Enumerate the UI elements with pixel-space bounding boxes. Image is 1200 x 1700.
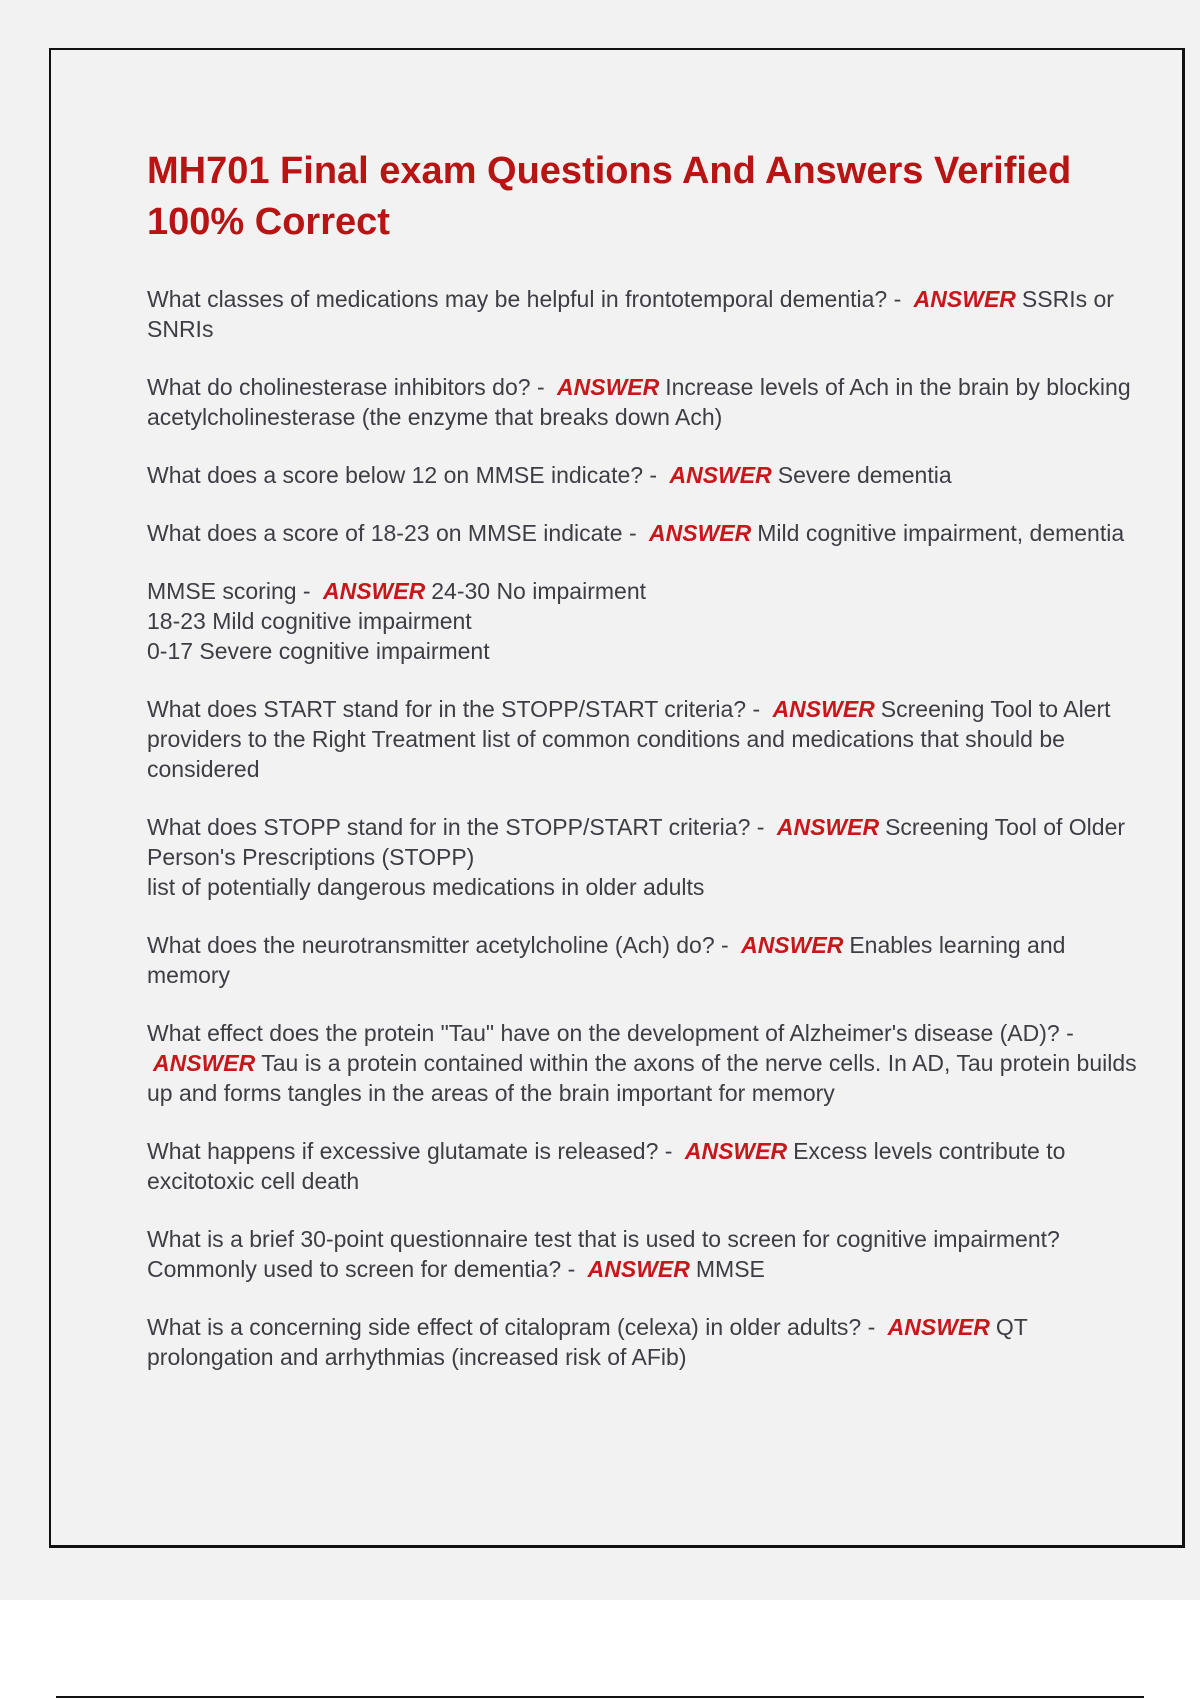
answer-label: ANSWER — [776, 814, 880, 840]
document-title: MH701 Final exam Questions And Answers Verified 100% Correct — [147, 150, 1072, 243]
answer-label: ANSWER — [913, 286, 1016, 312]
answer-label: ANSWER — [153, 1050, 256, 1076]
qa-item — [147, 1136, 1137, 1196]
answer-label: ANSWER — [557, 374, 660, 400]
answer-label: ANSWER — [887, 1314, 990, 1340]
answer-text: Screening Tool of Older Person's Prescriptions (STOPP) list of potentially dangerous medications in older adults — [147, 814, 1126, 900]
question-text: What does START stand for in the STOPP/START criteria? — [147, 696, 747, 722]
qa-item — [147, 1312, 1137, 1372]
question-text: What do cholinesterase inhibitors do? — [147, 374, 531, 400]
question-text: What is a concerning side effect of citalopram (celexa) in older adults? — [147, 1314, 862, 1340]
question-text: What does a score of 18-23 on MMSE indicate — [147, 520, 623, 546]
question-text: What classes of medications may be helpful in frontotemporal dementia? — [147, 286, 888, 312]
qa-item — [147, 460, 1137, 490]
qa-item — [147, 812, 1137, 902]
qa-item — [147, 694, 1137, 784]
qa-item — [147, 1018, 1137, 1108]
question-text: What does STOPP stand for in the STOPP/START criteria? — [147, 814, 751, 840]
answer-label: ANSWER — [669, 462, 772, 488]
answer-label: ANSWER — [684, 1138, 788, 1164]
separator: - — [530, 374, 552, 400]
question-text: What does a score below 12 on MMSE indicate? — [147, 462, 644, 488]
question-text: What does the neurotransmitter acetylcholine (Ach) do? — [147, 932, 715, 958]
separator: - — [296, 578, 317, 604]
qa-item — [147, 284, 1137, 344]
qa-item — [147, 518, 1137, 548]
separator: - — [714, 932, 736, 958]
separator: - — [658, 1138, 679, 1164]
document-content — [147, 146, 1137, 1400]
answer-text: SSRIs or SNRIs — [147, 286, 1114, 342]
answer-label: ANSWER — [741, 932, 844, 958]
answer-label: ANSWER — [587, 1256, 690, 1282]
answer-text: 24-30 No impairment 18-23 Mild cognitive impairment 0-17 Severe cognitive impairment — [147, 578, 646, 664]
question-text: What happens if excessive glutamate is released? — [147, 1138, 659, 1164]
question-text: What effect does the protein "Tau" have on the development of Alzheimer's disease (AD)? — [147, 1020, 1060, 1046]
answer-label: ANSWER — [649, 520, 752, 546]
qa-item — [147, 576, 1137, 666]
separator: - — [622, 520, 644, 546]
answer-label: ANSWER — [772, 696, 875, 722]
separator: - — [1059, 1020, 1074, 1046]
document-frame — [49, 48, 1185, 1548]
answer-label: ANSWER — [323, 578, 426, 604]
question-text: MMSE scoring — [147, 578, 297, 604]
separator: - — [750, 814, 771, 840]
answer-text: MMSE — [695, 1256, 765, 1282]
answer-text: Enables learning and memory — [147, 932, 1066, 988]
answer-text: Excess levels contribute to excitotoxic cell death — [147, 1138, 1066, 1194]
separator: - — [643, 462, 664, 488]
answer-text: Mild cognitive impairment, dementia — [757, 520, 1125, 546]
answer-text: Screening Tool to Alert providers to the Right Treatment list of common conditions and medications that should be considered — [147, 696, 1111, 782]
qa-item — [147, 1224, 1137, 1284]
separator: - — [561, 1256, 582, 1282]
answer-text: Tau is a protein contained within the axons of the nerve cells. In AD, Tau protein builds up and forms tangles in the areas of the brain important for memory — [147, 1050, 1137, 1106]
separator: - — [861, 1314, 882, 1340]
qa-item — [147, 930, 1137, 990]
separator: - — [746, 696, 767, 722]
answer-text: QT prolongation and arrhythmias (increased risk of AFib) — [147, 1314, 1028, 1370]
footer-divider — [56, 1696, 1144, 1698]
answer-text: Severe dementia — [777, 462, 952, 488]
question-text: What is a brief 30-point questionnaire test that is used to screen for cognitive impairment? Commonly used to screen for dementia? — [147, 1226, 1060, 1282]
separator: - — [887, 286, 908, 312]
qa-item — [147, 372, 1137, 432]
answer-text: Increase levels of Ach in the brain by blocking acetylcholinesterase (the enzyme that breaks down Ach) — [147, 374, 1131, 430]
